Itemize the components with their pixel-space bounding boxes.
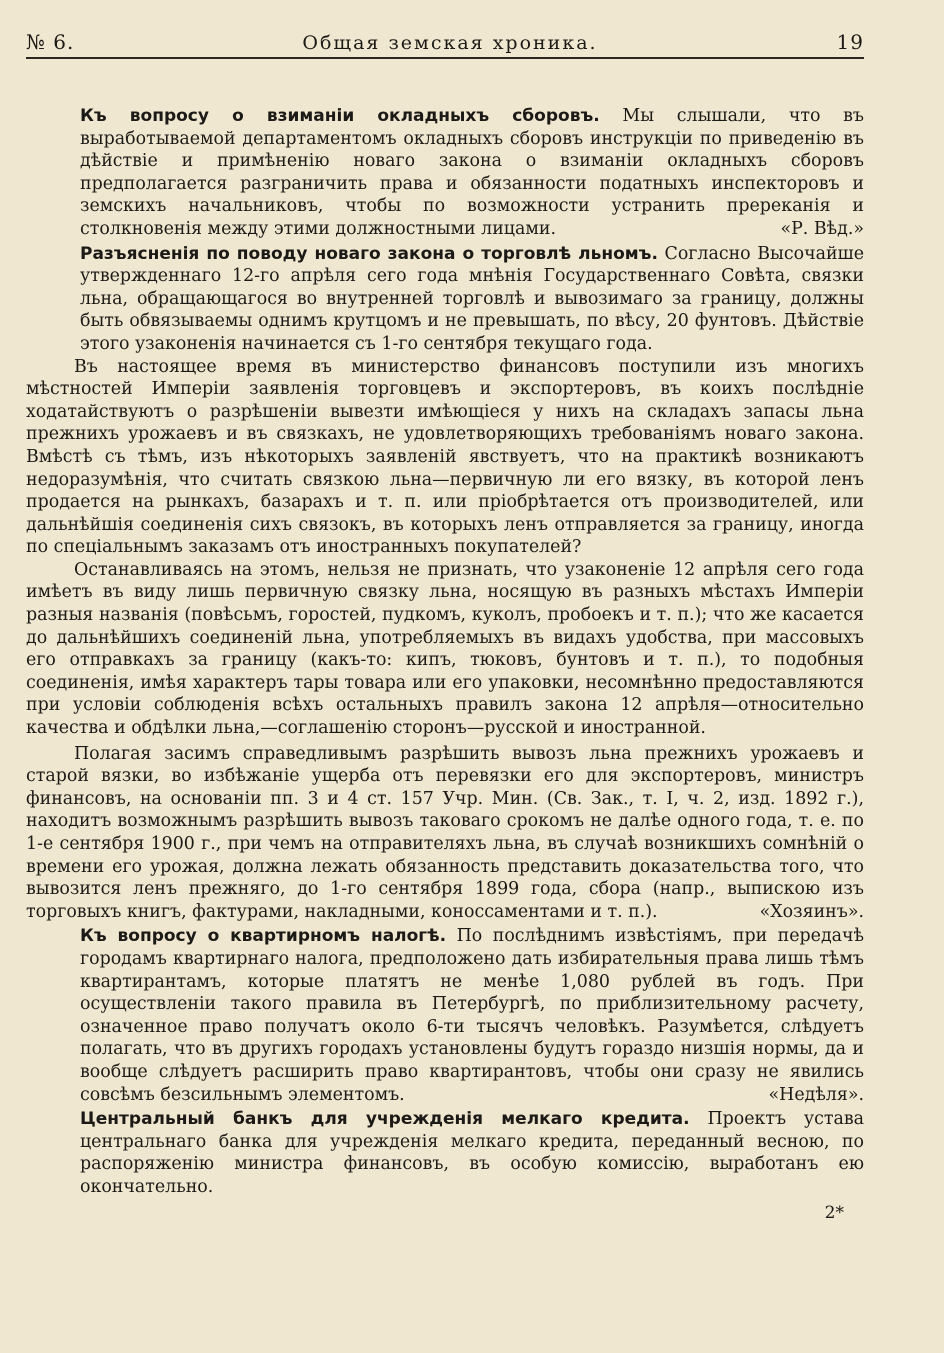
paragraph bbox=[26, 1108, 864, 1198]
article-heading: Разъясненія по поводу новаго закона о торговлѣ льномъ. bbox=[80, 243, 658, 264]
paragraph bbox=[26, 743, 864, 924]
source-citation: «Недѣля». bbox=[768, 1084, 864, 1105]
article-heading: Къ вопросу о взиманіи окладныхъ сборовъ. bbox=[80, 106, 600, 126]
article-heading: Центральный банкъ для учрежденія мелкаго кредита. bbox=[80, 1109, 690, 1130]
article-content bbox=[26, 105, 864, 1223]
source-citation: «Хозяинъ». bbox=[759, 901, 864, 922]
article-heading: Къ вопросу о квартирномъ налогѣ. bbox=[80, 926, 447, 947]
paragraph-text: Полагая засимъ справедливымъ разрѣшить вывозъ льна прежнихъ урожаевъ и старой вязки, во избѣжаніе ущерба отъ перевязки его для экспортеровъ, министръ финансовъ, на основаніи пп. 3 и 4 ст. 157 Учр. Мин. (Св. Зак., т. I, ч. 2, изд. 1892 г.), находитъ возможнымъ разрѣшить вывозъ таковаго срокомъ не далѣе одного года, т. е. по 1-е сентября 1900 г., при чемъ на отправителяхъ льна, въ случаѣ возникшихъ сомнѣній о времени его урожая, должна лежать обязанность представить доказательства того, что вывозится ленъ прежняго, до 1-го сентября 1899 года, сбора (напр., выпискою изъ торговыхъ книгъ, фактурами, накладными, коноссаментами и т. п.). bbox=[26, 743, 864, 922]
paragraph-text: Согласно Высочайше утвержденнаго 12-го апрѣля сего года мнѣнія Государственнаго Совѣта, связки льна, обращающагося во внутренней торговлѣ и вывозимаго за границу, должны быть обвязываемы однимъ крутцомъ и не превышать, по вѣсу, 20 фунтовъ. Дѣйствіе этого узаконенія начинается съ 1-го сентября текущаго года. bbox=[80, 243, 864, 354]
paragraph bbox=[26, 105, 864, 241]
paragraph: Въ настоящее время въ министерство финансовъ поступили изъ многихъ мѣстностей Имперіи заявленія торговцевъ и экспортеровъ, въ коихъ послѣдніе ходатайствуютъ о разрѣшеніи вывезти имѣющіеся у нихъ на складахъ запасы льна прежнихъ урожаевъ и въ связкахъ, не удовлетворяющихъ требованіямъ новаго закона. Вмѣстѣ съ тѣмъ, изъ нѣкоторыхъ заявленій явствуетъ, что на практикѣ возникаютъ недоразумѣнія, что считать связкою льна—первичную ли его вязку, въ которой ленъ продается на рынкахъ, базарахъ и т. п. или пріобрѣтается отъ производителей, или дальнѣйшія соединенія сихъ связокъ, въ которыхъ ленъ отправляется за границу, иногда по спеціальнымъ заказамъ отъ иностранныхъ покупателей? bbox=[26, 356, 864, 558]
signature-mark: 2* bbox=[824, 1202, 844, 1223]
paragraph-text: По послѣднимъ извѣстіямъ, при передачѣ городамъ квартирнаго налога, предположено дать избирательныя права лишь тѣмъ квартирантамъ, которые платятъ не менѣе 1,080 рублей въ годъ. При осуществленіи такого правила въ Петербургѣ, по приблизительному расчету, означенное право получатъ около 6-ти тысячъ человѣкъ. Разумѣется, слѣдуетъ полагать, что въ другихъ городахъ установлены будутъ гораздо низшія нормы, да и вообще слѣдуетъ расширить право квартирантовъ, чтобы они сразу не явились совсѣмъ безсильнымъ элементомъ. bbox=[80, 926, 865, 1105]
article-housing-tax bbox=[26, 925, 864, 1106]
paragraph-text: Мы слышали, что въ выработываемой департаментомъ окладныхъ сборовъ инструкціи по приведенію въ дѣйствіе и примѣненію новаго закона о взиманіи окладныхъ сборовъ предполагается разграничить права и обязанности податныхъ инспекторовъ и земскихъ начальниковъ, чтобы по возможности устранить пререканія и столкновенія между этими должностными лицами. bbox=[80, 106, 865, 239]
page-number: 19 bbox=[836, 30, 864, 54]
page-header bbox=[26, 22, 864, 59]
paragraph-text: Проектъ устава центральнаго банка для учрежденія мелкаго кредита, переданный весною, по распоряженію министра финансовъ, въ особую комиссію, выработанъ ею окончательно. bbox=[80, 1109, 865, 1197]
issue-number: № 6. bbox=[26, 30, 75, 54]
journal-title: Общая земская хроника. bbox=[302, 32, 598, 54]
paragraph bbox=[26, 925, 864, 1106]
article-taxes bbox=[26, 105, 864, 241]
paragraph: Останавливаясь на этомъ, нельзя не признать, что узаконеніе 12 апрѣля сего года имѣетъ въ виду лишь первичную связку льна, носящую въ разныхъ мѣстахъ Имперіи разныя названія (повѣсьмъ, горостей, пудкомъ, куколъ, пробоекъ и т. п.); что же касается до дальнѣйшихъ соединеній льна, употребляемыхъ въ видахъ удобства, при массовыхъ его отправкахъ за границу (какъ-то: кипъ, тюковъ, бунтовъ и т. п.), то подобныя соединенія, имѣя характеръ тары товара или его упаковки, несомнѣнно предоставляются при условіи соблюденія всѣхъ остальныхъ правилъ закона 12 апрѣля—относительно качества и обдѣлки льна,—соглашенію сторонъ—русской и иностранной. bbox=[26, 559, 864, 739]
article-flax bbox=[26, 243, 864, 924]
source-citation: «Р. Вѣд.» bbox=[780, 218, 864, 239]
paragraph bbox=[26, 243, 864, 356]
article-central-bank bbox=[26, 1108, 864, 1198]
